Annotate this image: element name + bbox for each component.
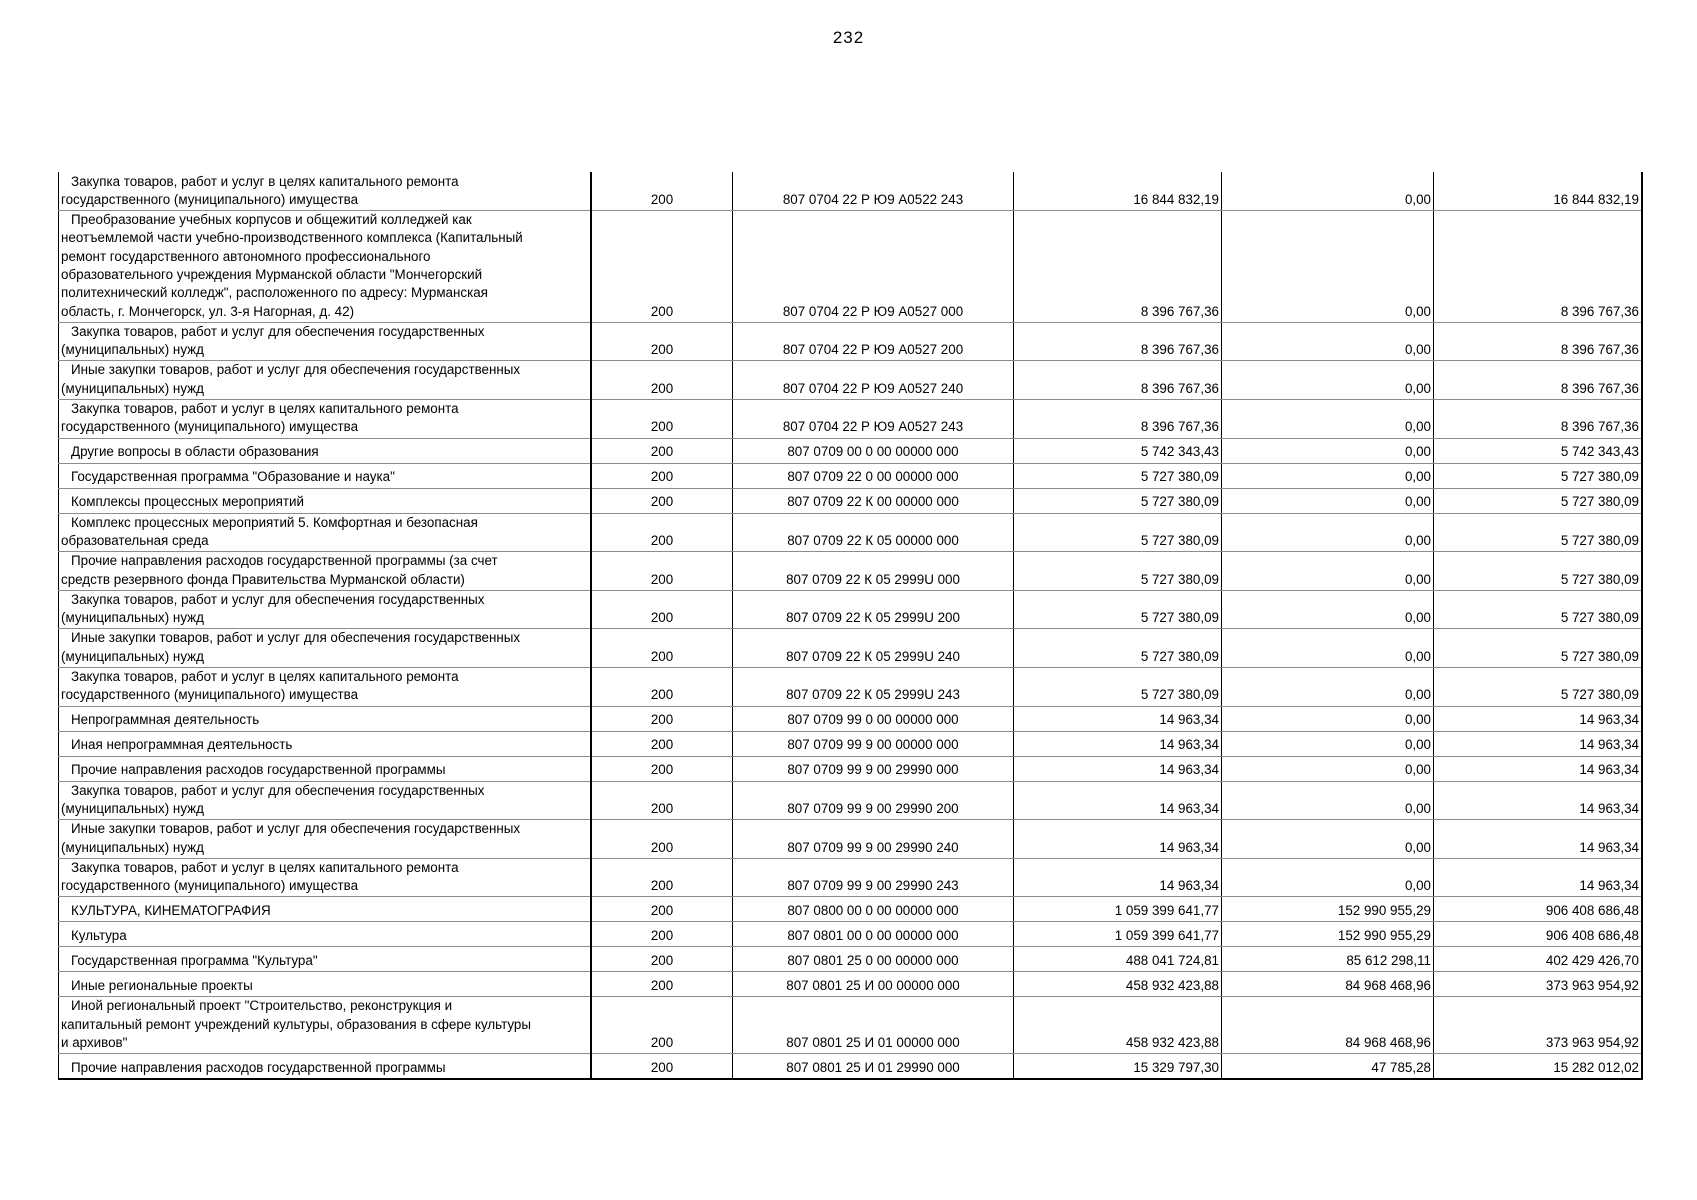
- row-executed-amount: 152 990 955,29: [1222, 897, 1434, 922]
- row-code: 200: [591, 820, 733, 859]
- row-executed-amount: 0,00: [1222, 172, 1434, 211]
- row-classification: 807 0709 22 К 05 2999U 000: [733, 552, 1014, 591]
- row-name: Закупка товаров, работ и услуг для обеспечения государственных (муниципальных) нужд: [59, 322, 592, 361]
- table-row: [59, 706, 1643, 731]
- row-remaining-amount: 14 963,34: [1434, 731, 1643, 756]
- row-classification: 807 0709 99 9 00 29990 240: [733, 820, 1014, 859]
- row-name: Государственная программа "Образование и наука": [59, 463, 592, 488]
- table-row: [59, 552, 1643, 591]
- row-approved-amount: 8 396 767,36: [1014, 400, 1222, 439]
- row-executed-amount: 84 968 468,96: [1222, 997, 1434, 1054]
- row-approved-amount: 5 727 380,09: [1014, 513, 1222, 552]
- row-approved-amount: 5 727 380,09: [1014, 552, 1222, 591]
- row-executed-amount: 0,00: [1222, 438, 1434, 463]
- row-approved-amount: 488 041 724,81: [1014, 947, 1222, 972]
- row-classification: 807 0801 00 0 00 00000 000: [733, 922, 1014, 947]
- row-classification: 807 0709 22 К 05 2999U 240: [733, 629, 1014, 668]
- row-approved-amount: 1 059 399 641,77: [1014, 922, 1222, 947]
- row-code: 200: [591, 972, 733, 997]
- row-name: Другие вопросы в области образования: [59, 438, 592, 463]
- row-approved-amount: 458 932 423,88: [1014, 997, 1222, 1054]
- row-classification: 807 0709 22 0 00 00000 000: [733, 463, 1014, 488]
- row-name: Непрограммная деятельность: [59, 706, 592, 731]
- row-executed-amount: 0,00: [1222, 463, 1434, 488]
- table-row: [59, 590, 1643, 629]
- table-row: [59, 897, 1643, 922]
- row-remaining-amount: 373 963 954,92: [1434, 997, 1643, 1054]
- row-classification: 807 0709 99 9 00 29990 243: [733, 858, 1014, 897]
- row-approved-amount: 8 396 767,36: [1014, 211, 1222, 323]
- row-executed-amount: 0,00: [1222, 629, 1434, 668]
- row-name: Иные закупки товаров, работ и услуг для обеспечения государственных (муниципальных) нужд: [59, 361, 592, 400]
- row-name: Закупка товаров, работ и услуг в целях капитального ремонта государственного (муниципального) имущества: [59, 400, 592, 439]
- table-row: [59, 172, 1643, 211]
- budget-table-body: [59, 172, 1643, 1079]
- row-remaining-amount: 8 396 767,36: [1434, 400, 1643, 439]
- row-classification: 807 0709 22 К 05 2999U 200: [733, 590, 1014, 629]
- row-classification: 807 0709 00 0 00 00000 000: [733, 438, 1014, 463]
- row-approved-amount: 14 963,34: [1014, 756, 1222, 781]
- row-classification: 807 0704 22 Р Ю9 А0522 243: [733, 172, 1014, 211]
- row-code: 200: [591, 322, 733, 361]
- row-approved-amount: 5 727 380,09: [1014, 463, 1222, 488]
- row-executed-amount: 0,00: [1222, 590, 1434, 629]
- row-remaining-amount: 8 396 767,36: [1434, 211, 1643, 323]
- row-classification: 807 0704 22 Р Ю9 А0527 243: [733, 400, 1014, 439]
- table-row: [59, 211, 1643, 323]
- row-remaining-amount: 5 727 380,09: [1434, 552, 1643, 591]
- table-row: [59, 731, 1643, 756]
- row-code: 200: [591, 438, 733, 463]
- row-remaining-amount: 15 282 012,02: [1434, 1054, 1643, 1079]
- row-remaining-amount: 14 963,34: [1434, 858, 1643, 897]
- row-approved-amount: 1 059 399 641,77: [1014, 897, 1222, 922]
- table-row: [59, 997, 1643, 1054]
- table-row: [59, 322, 1643, 361]
- row-executed-amount: 0,00: [1222, 858, 1434, 897]
- row-name: Культура: [59, 922, 592, 947]
- row-name: Закупка товаров, работ и услуг для обеспечения государственных (муниципальных) нужд: [59, 590, 592, 629]
- row-approved-amount: 8 396 767,36: [1014, 361, 1222, 400]
- row-code: 200: [591, 731, 733, 756]
- row-classification: 807 0709 22 К 05 2999U 243: [733, 668, 1014, 707]
- row-classification: 807 0709 99 9 00 29990 000: [733, 756, 1014, 781]
- row-executed-amount: 84 968 468,96: [1222, 972, 1434, 997]
- row-approved-amount: 5 727 380,09: [1014, 488, 1222, 513]
- row-approved-amount: 14 963,34: [1014, 781, 1222, 820]
- row-classification: 807 0709 99 9 00 00000 000: [733, 731, 1014, 756]
- row-code: 200: [591, 922, 733, 947]
- row-name: Комплекс процессных мероприятий 5. Комфортная и безопасная образовательная среда: [59, 513, 592, 552]
- row-approved-amount: 5 727 380,09: [1014, 668, 1222, 707]
- table-row: [59, 1054, 1643, 1079]
- row-remaining-amount: 5 727 380,09: [1434, 488, 1643, 513]
- row-classification: 807 0704 22 Р Ю9 А0527 000: [733, 211, 1014, 323]
- row-code: 200: [591, 997, 733, 1054]
- table-row: [59, 858, 1643, 897]
- row-executed-amount: 0,00: [1222, 400, 1434, 439]
- row-approved-amount: 14 963,34: [1014, 706, 1222, 731]
- row-remaining-amount: 373 963 954,92: [1434, 972, 1643, 997]
- row-code: 200: [591, 858, 733, 897]
- row-code: 200: [591, 706, 733, 731]
- row-remaining-amount: 5 742 343,43: [1434, 438, 1643, 463]
- row-name: Прочие направления расходов государственной программы (за счет средств резервного фонда Правительства Мурманской области): [59, 552, 592, 591]
- row-name: Иная непрограммная деятельность: [59, 731, 592, 756]
- row-executed-amount: 0,00: [1222, 488, 1434, 513]
- row-remaining-amount: 16 844 832,19: [1434, 172, 1643, 211]
- row-classification: 807 0704 22 Р Ю9 А0527 200: [733, 322, 1014, 361]
- row-executed-amount: 0,00: [1222, 781, 1434, 820]
- row-name: Государственная программа "Культура": [59, 947, 592, 972]
- row-code: 200: [591, 463, 733, 488]
- row-classification: 807 0800 00 0 00 00000 000: [733, 897, 1014, 922]
- row-code: 200: [591, 668, 733, 707]
- row-executed-amount: 0,00: [1222, 820, 1434, 859]
- row-name: Иные закупки товаров, работ и услуг для обеспечения государственных (муниципальных) нужд: [59, 629, 592, 668]
- row-remaining-amount: 14 963,34: [1434, 781, 1643, 820]
- row-approved-amount: 5 727 380,09: [1014, 629, 1222, 668]
- row-code: 200: [591, 172, 733, 211]
- row-remaining-amount: 8 396 767,36: [1434, 361, 1643, 400]
- table-row: [59, 463, 1643, 488]
- row-name: Иные региональные проекты: [59, 972, 592, 997]
- row-remaining-amount: 906 408 686,48: [1434, 922, 1643, 947]
- table-row: [59, 361, 1643, 400]
- row-classification: 807 0801 25 0 00 00000 000: [733, 947, 1014, 972]
- row-code: 200: [591, 513, 733, 552]
- row-approved-amount: 8 396 767,36: [1014, 322, 1222, 361]
- table-row: [59, 488, 1643, 513]
- row-executed-amount: 0,00: [1222, 322, 1434, 361]
- row-remaining-amount: 14 963,34: [1434, 820, 1643, 859]
- table-row: [59, 668, 1643, 707]
- row-code: 200: [591, 211, 733, 323]
- row-approved-amount: 14 963,34: [1014, 858, 1222, 897]
- row-name: Комплексы процессных мероприятий: [59, 488, 592, 513]
- row-approved-amount: 15 329 797,30: [1014, 1054, 1222, 1079]
- row-executed-amount: 0,00: [1222, 211, 1434, 323]
- row-classification: 807 0801 25 И 01 29990 000: [733, 1054, 1014, 1079]
- table-row: [59, 820, 1643, 859]
- row-code: 200: [591, 897, 733, 922]
- row-name: Закупка товаров, работ и услуг для обеспечения государственных (муниципальных) нужд: [59, 781, 592, 820]
- row-classification: 807 0709 22 К 00 00000 000: [733, 488, 1014, 513]
- row-name: Прочие направления расходов государственной программы: [59, 756, 592, 781]
- row-code: 200: [591, 629, 733, 668]
- row-executed-amount: 152 990 955,29: [1222, 922, 1434, 947]
- row-executed-amount: 0,00: [1222, 668, 1434, 707]
- row-classification: 807 0709 99 0 00 00000 000: [733, 706, 1014, 731]
- row-approved-amount: 458 932 423,88: [1014, 972, 1222, 997]
- row-name: КУЛЬТУРА, КИНЕМАТОГРАФИЯ: [59, 897, 592, 922]
- row-executed-amount: 0,00: [1222, 513, 1434, 552]
- row-remaining-amount: 14 963,34: [1434, 756, 1643, 781]
- row-executed-amount: 0,00: [1222, 361, 1434, 400]
- table-row: [59, 629, 1643, 668]
- row-name: Прочие направления расходов государственной программы: [59, 1054, 592, 1079]
- row-remaining-amount: 5 727 380,09: [1434, 513, 1643, 552]
- row-remaining-amount: 906 408 686,48: [1434, 897, 1643, 922]
- row-name: Преобразование учебных корпусов и общежитий колледжей как неотъемлемой части учебно-производственного комплекса (Капитальный ремонт государственного автономного профессионального образовательного учреждения Мурманской области "Мончегорский политехнический колледж", расположенного по адресу: Мурманская область, г. Мончегорск, ул. 3-я Нагорная, д. 42): [59, 211, 592, 323]
- row-executed-amount: 47 785,28: [1222, 1054, 1434, 1079]
- row-executed-amount: 0,00: [1222, 706, 1434, 731]
- row-classification: 807 0709 22 К 05 00000 000: [733, 513, 1014, 552]
- row-executed-amount: 85 612 298,11: [1222, 947, 1434, 972]
- table-row: [59, 513, 1643, 552]
- page-number: 232: [832, 28, 865, 47]
- row-code: 200: [591, 488, 733, 513]
- row-code: 200: [591, 947, 733, 972]
- row-classification: 807 0801 25 И 00 00000 000: [733, 972, 1014, 997]
- table-row: [59, 438, 1643, 463]
- row-classification: 807 0801 25 И 01 00000 000: [733, 997, 1014, 1054]
- row-name: Закупка товаров, работ и услуг в целях капитального ремонта государственного (муниципального) имущества: [59, 172, 592, 211]
- row-name: Закупка товаров, работ и услуг в целях капитального ремонта государственного (муниципального) имущества: [59, 668, 592, 707]
- row-approved-amount: 14 963,34: [1014, 731, 1222, 756]
- row-code: 200: [591, 552, 733, 591]
- row-code: 200: [591, 400, 733, 439]
- row-remaining-amount: 402 429 426,70: [1434, 947, 1643, 972]
- row-code: 200: [591, 756, 733, 781]
- row-name: Иные закупки товаров, работ и услуг для обеспечения государственных (муниципальных) нужд: [59, 820, 592, 859]
- row-executed-amount: 0,00: [1222, 552, 1434, 591]
- row-remaining-amount: 5 727 380,09: [1434, 629, 1643, 668]
- table-row: [59, 922, 1643, 947]
- budget-table: [58, 172, 1643, 1080]
- row-executed-amount: 0,00: [1222, 756, 1434, 781]
- row-executed-amount: 0,00: [1222, 731, 1434, 756]
- row-approved-amount: 14 963,34: [1014, 820, 1222, 859]
- row-classification: 807 0704 22 Р Ю9 А0527 240: [733, 361, 1014, 400]
- row-code: 200: [591, 781, 733, 820]
- row-code: 200: [591, 361, 733, 400]
- row-approved-amount: 5 742 343,43: [1014, 438, 1222, 463]
- row-remaining-amount: 8 396 767,36: [1434, 322, 1643, 361]
- row-name: Закупка товаров, работ и услуг в целях капитального ремонта государственного (муниципального) имущества: [59, 858, 592, 897]
- row-code: 200: [591, 1054, 733, 1079]
- table-row: [59, 756, 1643, 781]
- row-approved-amount: 16 844 832,19: [1014, 172, 1222, 211]
- row-remaining-amount: 14 963,34: [1434, 706, 1643, 731]
- row-code: 200: [591, 590, 733, 629]
- row-remaining-amount: 5 727 380,09: [1434, 668, 1643, 707]
- table-row: [59, 781, 1643, 820]
- row-name: Иной региональный проект "Строительство, реконструкция и капитальный ремонт учреждений культуры, образования в сфере культуры и архивов": [59, 997, 592, 1054]
- row-classification: 807 0709 99 9 00 29990 200: [733, 781, 1014, 820]
- table-row: [59, 972, 1643, 997]
- row-remaining-amount: 5 727 380,09: [1434, 590, 1643, 629]
- row-approved-amount: 5 727 380,09: [1014, 590, 1222, 629]
- table-row: [59, 400, 1643, 439]
- table-row: [59, 947, 1643, 972]
- row-remaining-amount: 5 727 380,09: [1434, 463, 1643, 488]
